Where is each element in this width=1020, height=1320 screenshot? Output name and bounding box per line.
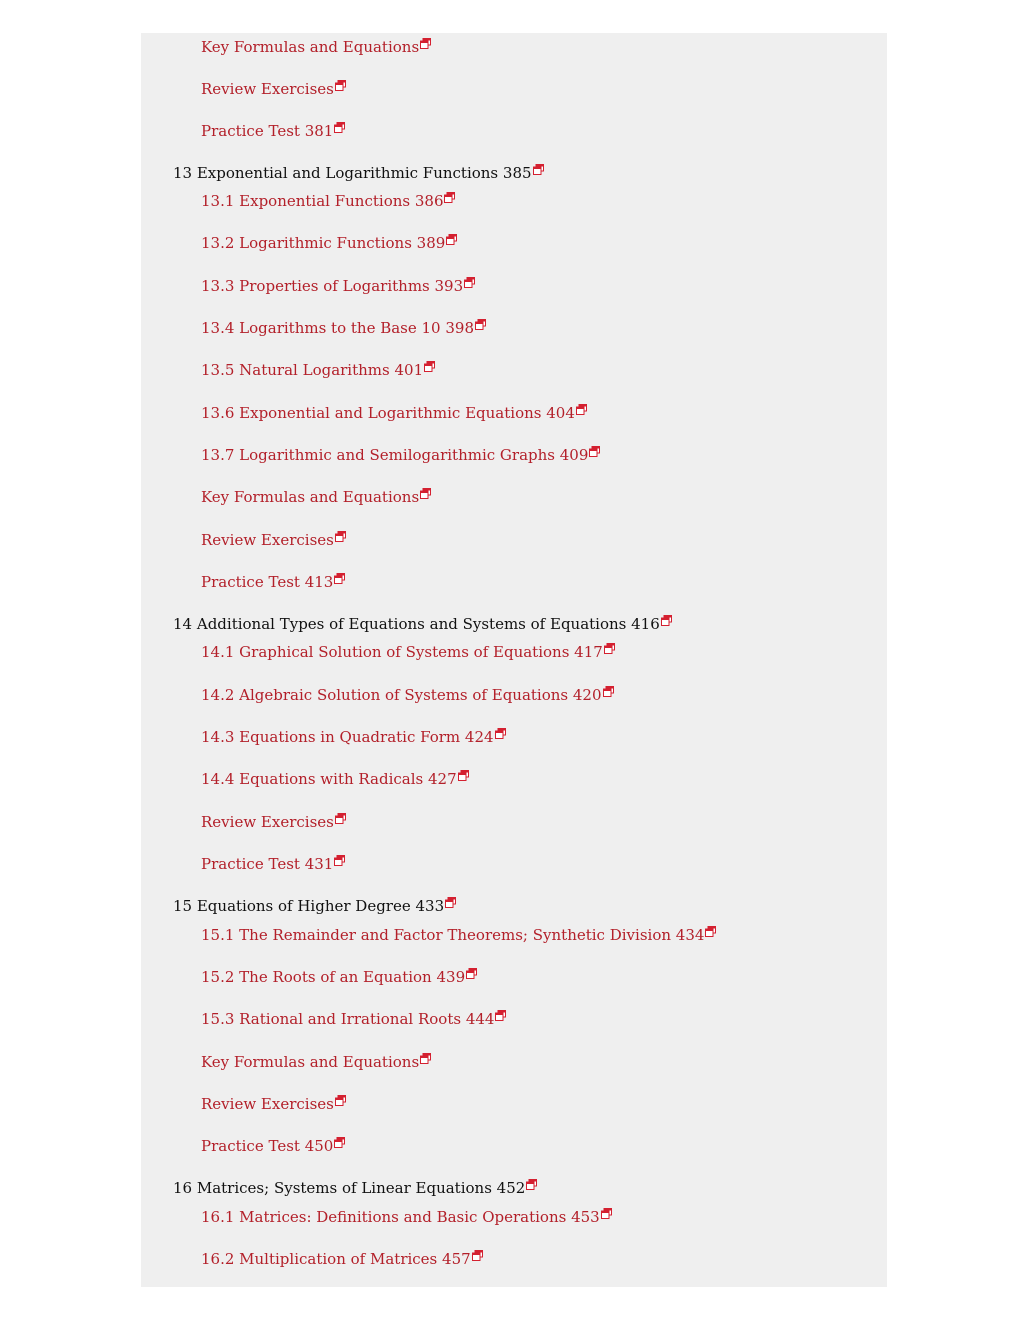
toc-link-practice-test-431[interactable]: [201, 854, 345, 874]
section-title: 16.1 Matrices: Definitions and Basic Operations 453: [201, 1208, 600, 1226]
section-title: Review Exercises: [201, 813, 334, 831]
toc-link-14-2-algebraic-solution-of-systems-of-equations-420[interactable]: [201, 685, 614, 705]
external-link-icon: [475, 319, 486, 330]
section-title: Practice Test 381: [201, 122, 334, 140]
section-title: 15.1 The Remainder and Factor Theorems; Synthetic Division 434: [201, 926, 705, 944]
external-link-icon: [335, 813, 346, 824]
toc-link-review-exercises[interactable]: [201, 79, 346, 99]
external-link-icon: [334, 855, 345, 866]
external-link-icon: [604, 643, 615, 654]
external-link-icon: [495, 1010, 506, 1021]
toc-link-14-1-graphical-solution-of-systems-of-equations-417[interactable]: [201, 642, 615, 662]
external-link-icon: [589, 446, 600, 457]
toc-chapter-13-exponential-and-logarithmic-functions-385[interactable]: [173, 163, 544, 183]
toc-link-16-2-multiplication-of-matrices-457[interactable]: [201, 1249, 483, 1269]
external-link-icon: [444, 192, 455, 203]
section-title: 15.3 Rational and Irrational Roots 444: [201, 1010, 495, 1028]
external-link-icon: [446, 234, 457, 245]
toc-link-13-3-properties-of-logarithms-393[interactable]: [201, 276, 475, 296]
section-title: 13.2 Logarithmic Functions 389: [201, 234, 446, 252]
external-link-icon: [445, 897, 456, 908]
section-title: 13.6 Exponential and Logarithmic Equations 404: [201, 404, 575, 422]
external-link-icon: [576, 404, 587, 415]
external-link-icon: [472, 1250, 483, 1261]
toc-chapter-14-additional-types-of-equations-and-systems-of-equations-416[interactable]: [173, 614, 672, 634]
external-link-icon: [334, 1137, 345, 1148]
toc-link-practice-test-413[interactable]: [201, 572, 345, 592]
toc-link-16-1-matrices-definitions-and-basic-operations-453[interactable]: [201, 1207, 612, 1227]
section-title: Practice Test 431: [201, 855, 334, 873]
chapter-title: 14 Additional Types of Equations and Systems of Equations 416: [173, 615, 660, 633]
toc-link-key-formulas-and-equations[interactable]: [201, 37, 431, 57]
external-link-icon: [661, 615, 672, 626]
external-link-icon: [334, 122, 345, 133]
toc-chapter-16-matrices-systems-of-linear-equations-452[interactable]: [173, 1178, 537, 1198]
section-title: 16.2 Multiplication of Matrices 457: [201, 1250, 471, 1268]
external-link-icon: [603, 686, 614, 697]
toc-panel: [141, 33, 887, 1287]
section-title: Practice Test 450: [201, 1137, 334, 1155]
section-title: Review Exercises: [201, 1095, 334, 1113]
external-link-icon: [464, 277, 475, 288]
toc-link-13-1-exponential-functions-386[interactable]: [201, 191, 455, 211]
section-title: 14.2 Algebraic Solution of Systems of Equations 420: [201, 686, 602, 704]
external-link-icon: [335, 531, 346, 542]
toc-link-14-3-equations-in-quadratic-form-424[interactable]: [201, 727, 506, 747]
external-link-icon: [334, 573, 345, 584]
section-title: 13.4 Logarithms to the Base 10 398: [201, 319, 475, 337]
toc-link-13-5-natural-logarithms-401[interactable]: [201, 360, 435, 380]
external-link-icon: [420, 38, 431, 49]
section-title: 13.5 Natural Logarithms 401: [201, 361, 424, 379]
external-link-icon: [601, 1208, 612, 1219]
external-link-icon: [533, 164, 544, 175]
section-title: Review Exercises: [201, 531, 334, 549]
chapter-title: 13 Exponential and Logarithmic Functions 385: [173, 164, 532, 182]
toc-link-13-2-logarithmic-functions-389[interactable]: [201, 233, 457, 253]
external-link-icon: [705, 926, 716, 937]
external-link-icon: [335, 1095, 346, 1106]
section-title: 14.1 Graphical Solution of Systems of Equations 417: [201, 643, 603, 661]
section-title: Key Formulas and Equations: [201, 1053, 420, 1071]
toc-link-review-exercises[interactable]: [201, 812, 346, 832]
external-link-icon: [495, 728, 506, 739]
section-title: 14.4 Equations with Radicals 427: [201, 770, 457, 788]
section-title: Key Formulas and Equations: [201, 38, 420, 56]
toc-link-13-4-logarithms-to-the-base-10-398[interactable]: [201, 318, 486, 338]
toc-link-review-exercises[interactable]: [201, 530, 346, 550]
external-link-icon: [420, 1053, 431, 1064]
toc-link-key-formulas-and-equations[interactable]: [201, 487, 431, 507]
external-link-icon: [458, 770, 469, 781]
toc-link-14-4-equations-with-radicals-427[interactable]: [201, 769, 469, 789]
external-link-icon: [424, 361, 435, 372]
section-title: Review Exercises: [201, 80, 334, 98]
section-title: Practice Test 413: [201, 573, 334, 591]
external-link-icon: [420, 488, 431, 499]
section-title: 14.3 Equations in Quadratic Form 424: [201, 728, 494, 746]
toc-link-13-6-exponential-and-logarithmic-equations-404[interactable]: [201, 403, 587, 423]
toc-link-15-1-the-remainder-and-factor-theorems-synthetic-division-434[interactable]: [201, 925, 716, 945]
toc-link-key-formulas-and-equations[interactable]: [201, 1052, 431, 1072]
toc-link-15-3-rational-and-irrational-roots-444[interactable]: [201, 1009, 506, 1029]
toc-link-15-2-the-roots-of-an-equation-439[interactable]: [201, 967, 477, 987]
section-title: 13.3 Properties of Logarithms 393: [201, 277, 464, 295]
section-title: 13.1 Exponential Functions 386: [201, 192, 444, 210]
toc-link-review-exercises[interactable]: [201, 1094, 346, 1114]
toc-link-13-7-logarithmic-and-semilogarithmic-graphs-409[interactable]: [201, 445, 600, 465]
toc-chapter-15-equations-of-higher-degree-433[interactable]: [173, 896, 456, 916]
section-title: Key Formulas and Equations: [201, 488, 420, 506]
section-title: 15.2 The Roots of an Equation 439: [201, 968, 466, 986]
chapter-title: 16 Matrices; Systems of Linear Equations 452: [173, 1179, 526, 1197]
section-title: 13.7 Logarithmic and Semilogarithmic Graphs 409: [201, 446, 589, 464]
external-link-icon: [335, 80, 346, 91]
external-link-icon: [466, 968, 477, 979]
external-link-icon: [526, 1179, 537, 1190]
chapter-title: 15 Equations of Higher Degree 433: [173, 897, 445, 915]
toc-link-practice-test-450[interactable]: [201, 1136, 345, 1156]
toc-link-practice-test-381[interactable]: [201, 121, 345, 141]
